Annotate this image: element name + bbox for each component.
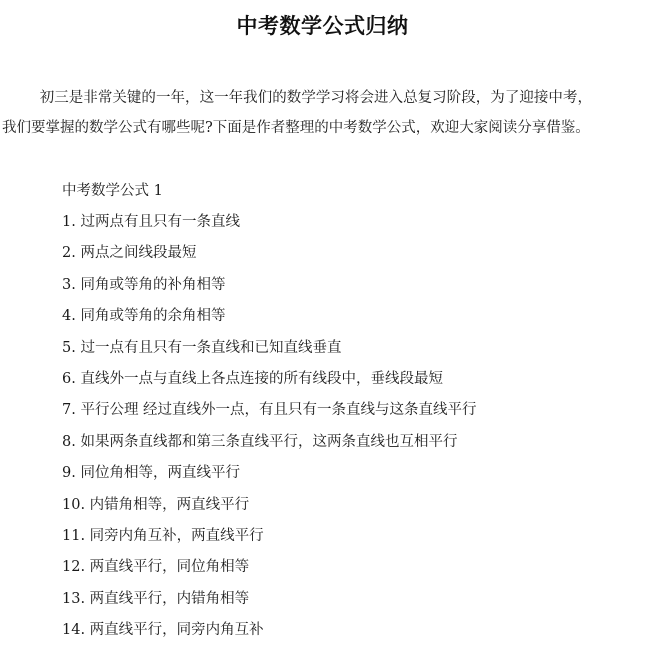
list-item: 9. 同位角相等，两直线平行 <box>62 465 240 482</box>
list-item: 10. 内错角相等，两直线平行 <box>62 496 250 513</box>
list-item: 1. 过两点有且只有一条直线 <box>62 214 240 230</box>
intro-paragraph: 初三是非常关键的一年，这一年我们的数学学习将会进入总复习阶段，为了迎接中考，我们要掌握的数学公式有哪些呢?下面是作者整理的中考数学公式，欢迎大家阅读分享借鉴。 <box>2 90 592 136</box>
list-item: 2. 两点之间线段最短 <box>62 245 197 262</box>
list-item: 3. 同角或等角的补角相等 <box>62 276 226 293</box>
list-item: 7. 平行公理 经过直线外一点，有且只有一条直线与这条直线平行 <box>62 402 477 419</box>
list-item: 12. 两直线平行，同位角相等 <box>62 559 250 576</box>
list-item: 4. 同角或等角的余角相等 <box>62 308 226 325</box>
document-title: 中考数学公式归纳 <box>236 14 409 38</box>
formula-list <box>62 207 477 646</box>
list-item: 8. 如果两条直线都和第三条直线平行，这两条直线也互相平行 <box>62 433 458 450</box>
list-item: 6. 直线外一点与直线上各点连接的所有线段中，垂线段最短 <box>62 370 443 387</box>
section-heading: 中考数学公式 1 <box>62 183 163 199</box>
list-item: 11. 同旁内角互补，两直线平行 <box>62 527 264 544</box>
list-item: 13. 两直线平行，内错角相等 <box>62 590 250 607</box>
list-item: 5. 过一点有且只有一条直线和已知直线垂直 <box>62 339 342 356</box>
list-item: 14. 两直线平行，同旁内角互补 <box>62 622 264 639</box>
